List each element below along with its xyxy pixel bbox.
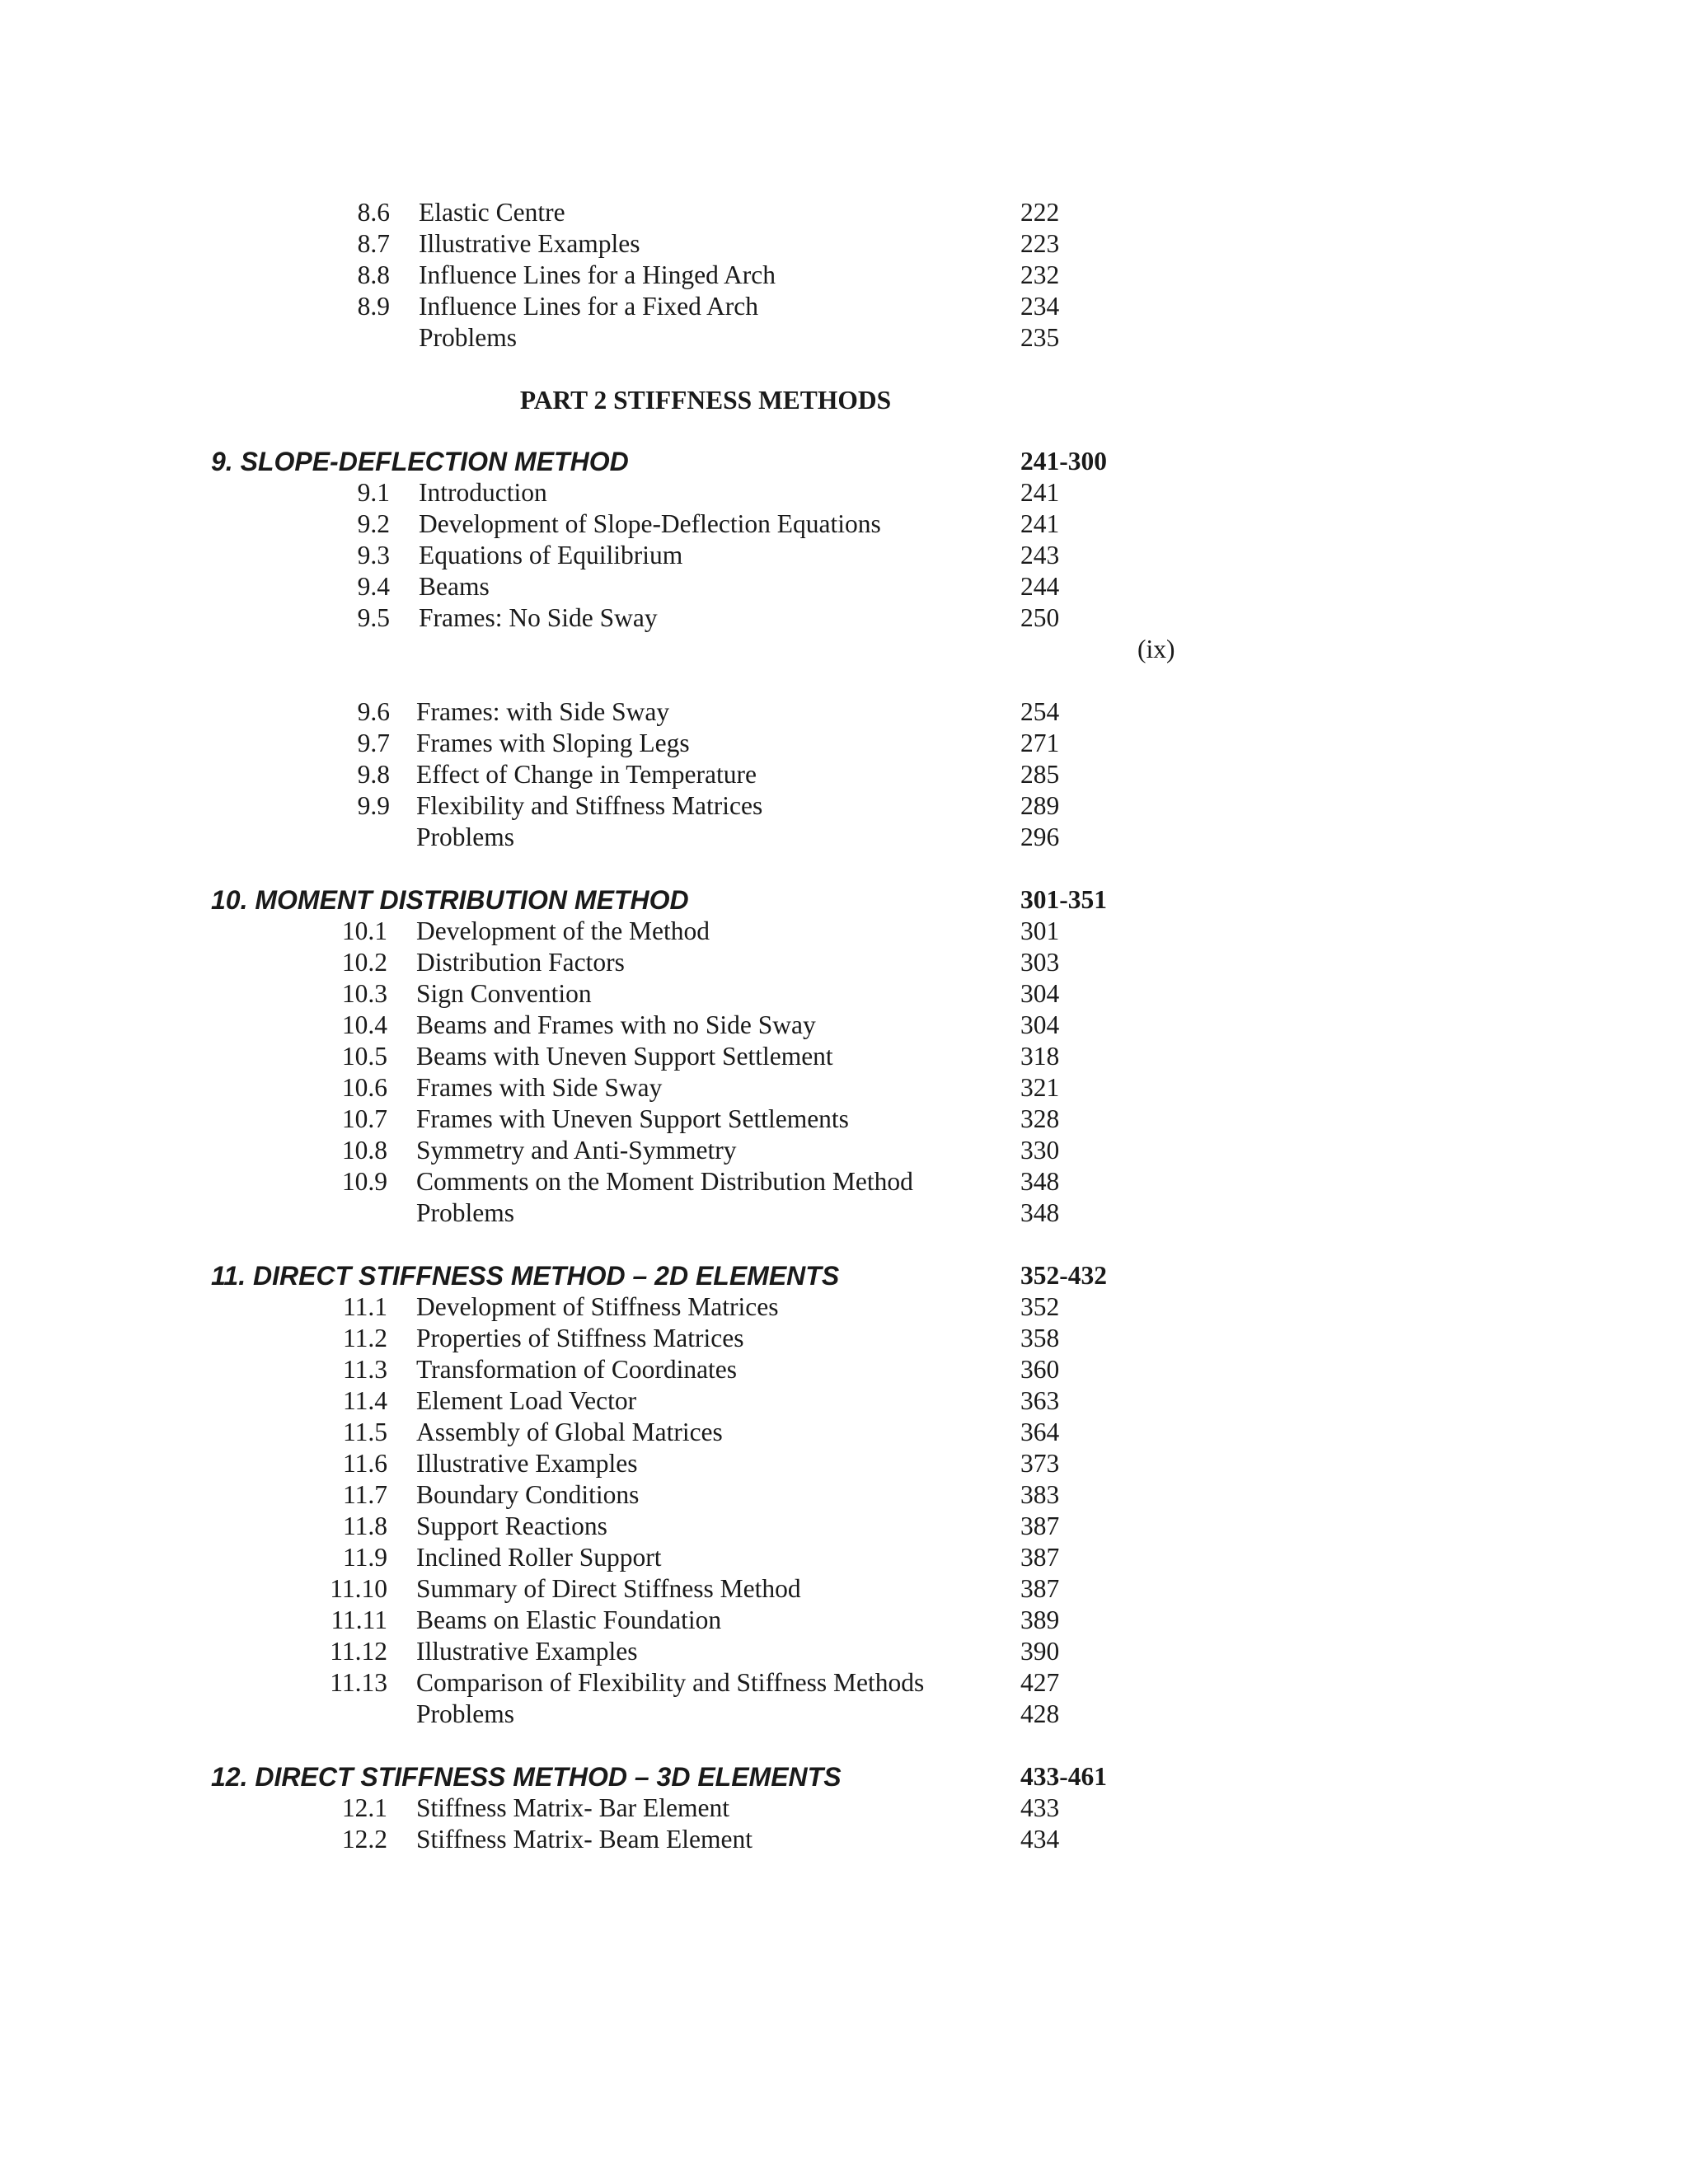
toc-entry[interactable] (0, 1010, 1688, 1041)
section-page: 234 (1020, 292, 1060, 321)
section-title: Comparison of Flexibility and Stiffness Methods (416, 1668, 925, 1697)
section-page: 433 (1020, 1793, 1060, 1822)
section-number: 11.10 (330, 1574, 387, 1603)
section-page: 244 (1020, 572, 1060, 601)
section-title: Element Load Vector (416, 1386, 637, 1415)
section-number: 9.3 (357, 541, 390, 569)
toc-entry[interactable] (0, 1793, 1688, 1824)
section-number: 10.5 (341, 1042, 387, 1071)
section-number: 11.1 (343, 1292, 387, 1321)
toc-entry[interactable] (0, 602, 1688, 634)
section-page: 222 (1020, 198, 1060, 227)
section-page: 243 (1020, 541, 1060, 569)
toc-entry[interactable] (0, 728, 1688, 759)
section-number: 8.7 (357, 229, 390, 258)
toc-entry[interactable] (0, 822, 1688, 853)
section-number: 10.4 (341, 1010, 387, 1039)
toc-entry[interactable] (0, 790, 1688, 822)
toc-entry[interactable] (0, 1072, 1688, 1104)
section-page: 254 (1020, 697, 1060, 726)
section-page: 250 (1020, 603, 1060, 632)
toc-entry[interactable] (0, 1542, 1688, 1573)
section-page: 387 (1020, 1543, 1060, 1572)
section-title: Frames with Uneven Support Settlements (416, 1104, 849, 1133)
section-title: Development of Stiffness Matrices (416, 1292, 779, 1321)
section-title: Beams with Uneven Support Settlement (416, 1042, 833, 1071)
section-title: Summary of Direct Stiffness Method (416, 1574, 801, 1603)
toc-entry[interactable] (0, 1824, 1688, 1855)
section-page: 321 (1020, 1073, 1060, 1102)
section-title: Stiffness Matrix- Bar Element (416, 1793, 729, 1822)
toc-entry[interactable] (0, 978, 1688, 1010)
section-number: 11.13 (330, 1668, 387, 1697)
section-page: 241 (1020, 478, 1060, 507)
section-page: 271 (1020, 729, 1060, 757)
section-number: 9.5 (357, 603, 390, 632)
toc-entry[interactable] (0, 947, 1688, 978)
chapter-heading[interactable] (0, 1761, 1688, 1793)
section-title: Effect of Change in Temperature (416, 760, 757, 789)
chapter-page-range: 433-461 (1020, 1762, 1107, 1791)
toc-entry[interactable] (0, 571, 1688, 602)
section-title: Sign Convention (416, 979, 592, 1008)
section-page: 434 (1020, 1825, 1060, 1854)
section-page: 301 (1020, 916, 1060, 945)
chapter-page-range: 241-300 (1020, 447, 1107, 476)
section-number: 9.1 (357, 478, 390, 507)
section-title: Properties of Stiffness Matrices (416, 1324, 744, 1352)
page-number-roman: (ix) (1137, 635, 1175, 663)
toc-entry[interactable] (0, 1197, 1688, 1229)
chapter-heading[interactable] (0, 884, 1688, 916)
section-title: Boundary Conditions (416, 1480, 640, 1509)
section-title: Stiffness Matrix- Beam Element (416, 1825, 753, 1854)
section-title: Flexibility and Stiffness Matrices (416, 791, 763, 820)
section-title: Illustrative Examples (416, 1449, 638, 1478)
section-page: 358 (1020, 1324, 1060, 1352)
section-number: 9.2 (357, 509, 390, 538)
chapter-title: 11. DIRECT STIFFNESS METHOD – 2D ELEMENTS (211, 1261, 840, 1291)
section-title: Frames with Side Sway (416, 1073, 663, 1102)
section-page: 360 (1020, 1355, 1060, 1384)
section-number: 11.2 (343, 1324, 387, 1352)
toc-entry[interactable] (0, 1354, 1688, 1385)
section-number: 9.8 (357, 760, 390, 789)
section-title: Beams and Frames with no Side Sway (416, 1010, 816, 1039)
toc-entry[interactable] (0, 291, 1688, 322)
section-title: Frames with Sloping Legs (416, 729, 690, 757)
section-title: Transformation of Coordinates (416, 1355, 738, 1384)
section-number: 9.6 (357, 697, 390, 726)
chapter-title: 9. SLOPE-DEFLECTION METHOD (211, 447, 629, 476)
section-number: 11.11 (331, 1605, 387, 1634)
section-page: 387 (1020, 1511, 1060, 1540)
section-title: Development of Slope-Deflection Equations (419, 509, 881, 538)
page-marker-row (0, 634, 1688, 665)
section-title: Inclined Roller Support (416, 1543, 662, 1572)
section-number: 9.9 (357, 791, 390, 820)
section-title: Beams on Elastic Foundation (416, 1605, 722, 1634)
toc-entry[interactable] (0, 1041, 1688, 1072)
section-page: 318 (1020, 1042, 1060, 1071)
section-title: Problems (416, 1198, 515, 1227)
section-page: 285 (1020, 760, 1060, 789)
section-title: Illustrative Examples (416, 1637, 638, 1666)
section-number: 10.9 (341, 1167, 387, 1196)
section-title: Influence Lines for a Fixed Arch (419, 292, 758, 321)
section-number: 11.5 (343, 1418, 387, 1446)
chapter-title: 10. MOMENT DISTRIBUTION METHOD (211, 885, 689, 915)
toc-entry[interactable] (0, 1479, 1688, 1511)
section-page: 241 (1020, 509, 1060, 538)
section-number: 11.12 (330, 1637, 387, 1666)
section-number: 10.1 (341, 916, 387, 945)
section-page: 235 (1020, 323, 1060, 352)
section-number: 11.6 (343, 1449, 387, 1478)
toc-entry[interactable] (0, 197, 1688, 228)
section-title: Frames: with Side Sway (416, 697, 670, 726)
section-number: 8.8 (357, 260, 390, 289)
section-title: Support Reactions (416, 1511, 607, 1540)
toc-entry[interactable] (0, 916, 1688, 947)
chapter-title: 12. DIRECT STIFFNESS METHOD – 3D ELEMENTS (211, 1762, 842, 1792)
toc-entry[interactable] (0, 696, 1688, 728)
section-page: 373 (1020, 1449, 1060, 1478)
toc-entry[interactable] (0, 322, 1688, 354)
section-page: 348 (1020, 1198, 1060, 1227)
toc-entry[interactable] (0, 1135, 1688, 1166)
toc-entry[interactable] (0, 1323, 1688, 1354)
section-page: 383 (1020, 1480, 1060, 1509)
section-page: 328 (1020, 1104, 1060, 1133)
toc-entry[interactable] (0, 509, 1688, 540)
section-title: Problems (416, 823, 515, 851)
section-page: 289 (1020, 791, 1060, 820)
section-page: 387 (1020, 1574, 1060, 1603)
toc-entry[interactable] (0, 1573, 1688, 1605)
section-page: 364 (1020, 1418, 1060, 1446)
toc-entry[interactable] (0, 759, 1688, 790)
section-page: 389 (1020, 1605, 1060, 1634)
section-number: 8.9 (357, 292, 390, 321)
toc-entry[interactable] (0, 1605, 1688, 1636)
section-number: 10.8 (341, 1136, 387, 1165)
section-number: 11.4 (343, 1386, 387, 1415)
section-number: 10.6 (341, 1073, 387, 1102)
toc-entry[interactable] (0, 1104, 1688, 1135)
section-page: 352 (1020, 1292, 1060, 1321)
toc-entry[interactable] (0, 1699, 1688, 1730)
section-number: 12.1 (341, 1793, 387, 1822)
section-title: Problems (419, 323, 518, 352)
section-title: Development of the Method (416, 916, 710, 945)
section-title: Illustrative Examples (419, 229, 640, 258)
section-page: 363 (1020, 1386, 1060, 1415)
section-title: Introduction (419, 478, 547, 507)
section-number: 10.7 (341, 1104, 387, 1133)
toc-entry[interactable] (0, 1511, 1688, 1542)
section-title: Distribution Factors (416, 948, 625, 977)
chapter-page-range: 352-432 (1020, 1261, 1107, 1290)
section-number: 12.2 (341, 1825, 387, 1854)
toc-entry[interactable] (0, 1636, 1688, 1667)
section-page: 427 (1020, 1668, 1060, 1697)
part-heading-row (0, 385, 1688, 416)
toc-entry[interactable] (0, 540, 1688, 571)
toc-entry[interactable] (0, 1166, 1688, 1197)
section-page: 348 (1020, 1167, 1060, 1196)
toc-entry[interactable] (0, 228, 1688, 260)
section-title: Assembly of Global Matrices (416, 1418, 723, 1446)
chapter-page-range: 301-351 (1020, 885, 1107, 914)
section-title: Elastic Centre (419, 198, 565, 227)
toc-entry[interactable] (0, 477, 1688, 509)
section-title: Comments on the Moment Distribution Method (416, 1167, 913, 1196)
section-number: 11.8 (343, 1511, 387, 1540)
section-page: 223 (1020, 229, 1060, 258)
section-number: 11.3 (343, 1355, 387, 1384)
section-title: Influence Lines for a Hinged Arch (419, 260, 776, 289)
section-number: 9.7 (357, 729, 390, 757)
section-page: 428 (1020, 1699, 1060, 1728)
section-page: 330 (1020, 1136, 1060, 1165)
section-page: 232 (1020, 260, 1060, 289)
section-number: 10.3 (341, 979, 387, 1008)
toc-entry[interactable] (0, 1385, 1688, 1417)
section-page: 304 (1020, 1010, 1060, 1039)
section-number: 11.7 (343, 1480, 387, 1509)
section-page: 296 (1020, 823, 1060, 851)
section-number: 8.6 (357, 198, 390, 227)
toc-entry[interactable] (0, 260, 1688, 291)
section-title: Beams (419, 572, 490, 601)
chapter-heading[interactable] (0, 446, 1688, 477)
toc-entry[interactable] (0, 1448, 1688, 1479)
toc-entry[interactable] (0, 1417, 1688, 1448)
section-page: 304 (1020, 979, 1060, 1008)
section-title: Problems (416, 1699, 515, 1728)
chapter-heading[interactable] (0, 1260, 1688, 1291)
section-number: 9.4 (357, 572, 390, 601)
section-page: 390 (1020, 1637, 1060, 1666)
part-heading: PART 2 STIFFNESS METHODS (519, 386, 892, 415)
section-number: 10.2 (341, 948, 387, 977)
toc-entry[interactable] (0, 1667, 1688, 1699)
section-page: 303 (1020, 948, 1060, 977)
section-title: Frames: No Side Sway (419, 603, 658, 632)
section-title: Symmetry and Anti-Symmetry (416, 1136, 737, 1165)
section-number: 11.9 (343, 1543, 387, 1572)
section-title: Equations of Equilibrium (419, 541, 683, 569)
toc-entry[interactable] (0, 1291, 1688, 1323)
